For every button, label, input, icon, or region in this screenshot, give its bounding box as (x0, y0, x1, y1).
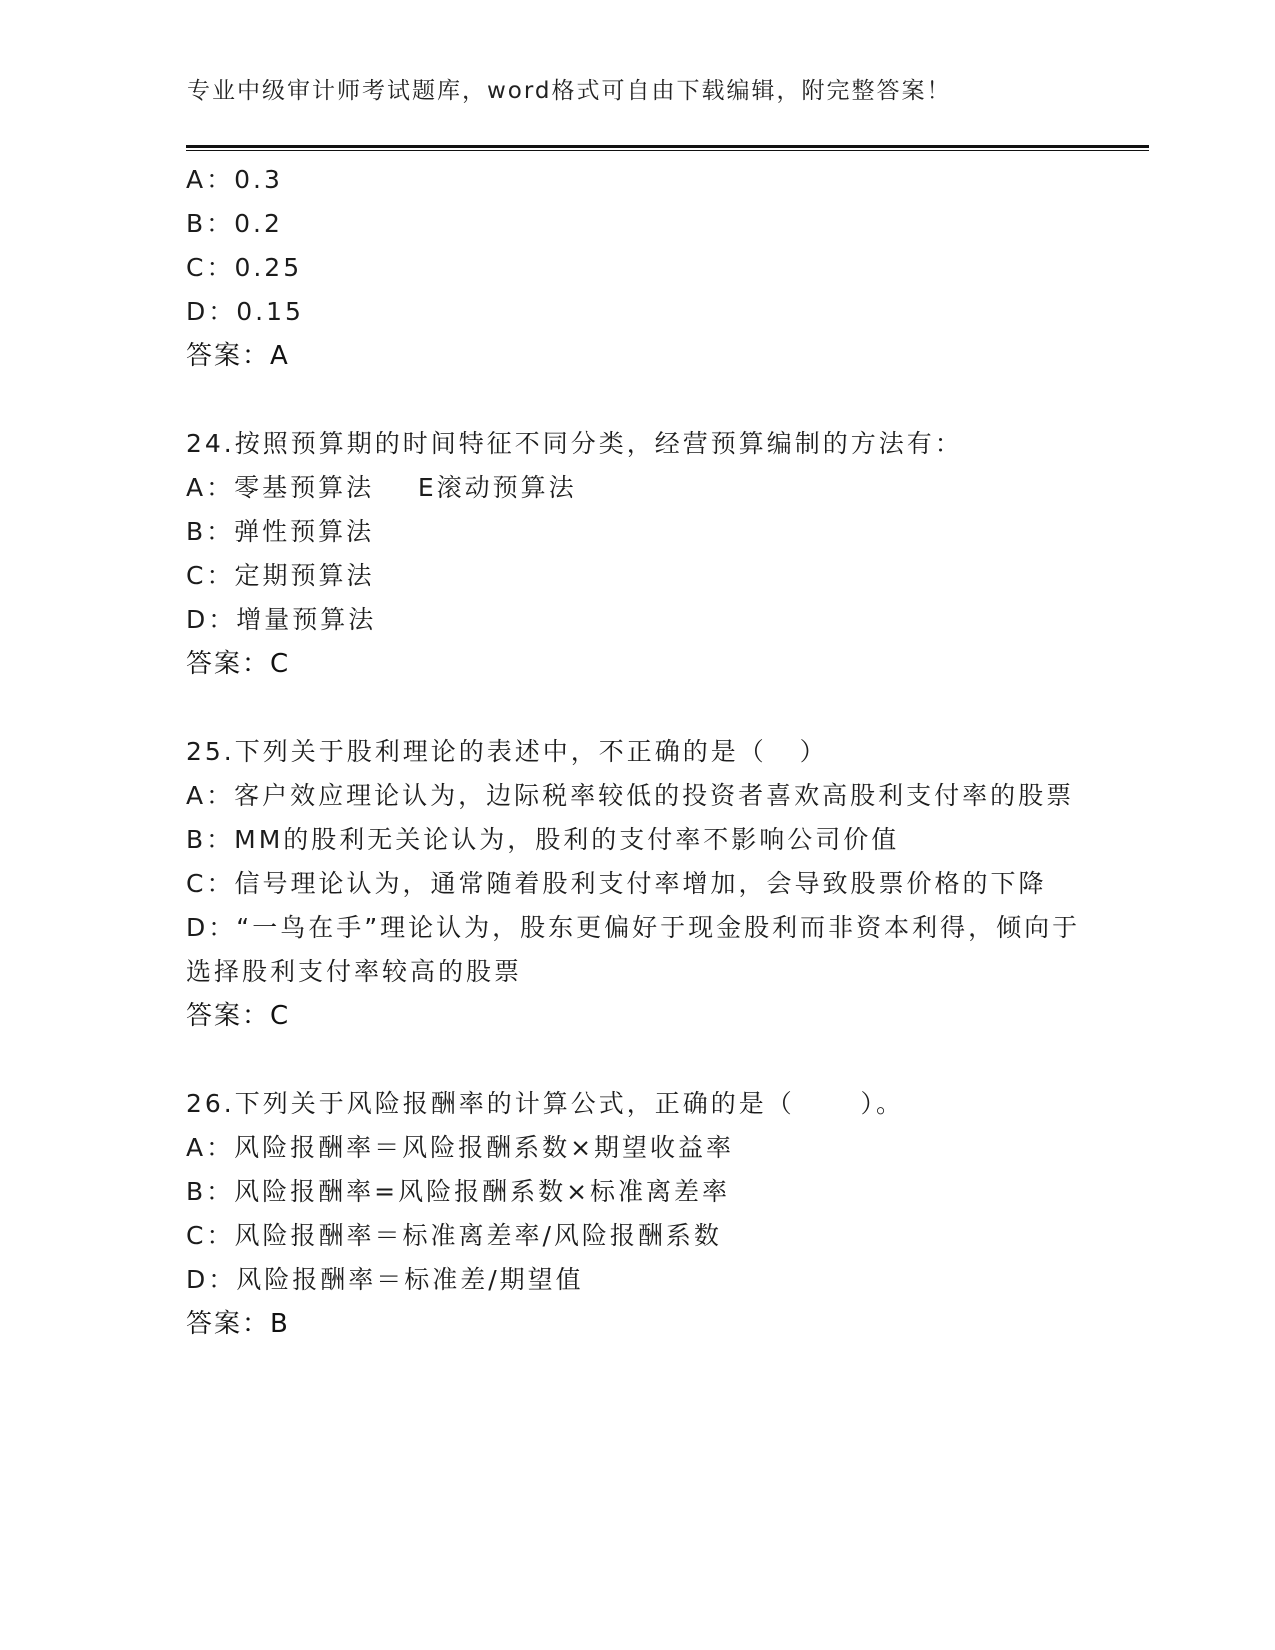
answer: 答案：C (186, 649, 291, 679)
question-content (186, 158, 1086, 1346)
option-c: C：风险报酬率＝标准离差率/风险报酬系数 (186, 1221, 722, 1250)
option-a: A：风险报酬率＝风险报酬系数×期望收益率 (186, 1133, 735, 1162)
spacer (186, 1038, 1086, 1082)
option-c: C：0.25 (186, 253, 303, 282)
spacer (186, 686, 1086, 730)
option-a: A：0.3 (186, 165, 283, 194)
header-rule-thick (186, 145, 1149, 148)
option-d: D：风险报酬率＝标准差/期望值 (186, 1265, 584, 1294)
answer: 答案：B (186, 1309, 290, 1339)
question-stem: 26.下列关于风险报酬率的计算公式，正确的是（ ）。 (186, 1089, 904, 1118)
option-d: D：“一鸟在手”理论认为，股东更偏好于现金股利而非资本利得，倾向于选择股利支付率较高的股票 (186, 913, 1081, 986)
option-a: A：零基预算法 E滚动预算法 (186, 473, 577, 502)
question-stem: 25.下列关于股利理论的表述中，不正确的是（ ） (186, 737, 828, 766)
answer: 答案：C (186, 1001, 291, 1031)
option-a: A：客户效应理论认为，边际税率较低的投资者喜欢高股利支付率的股票 (186, 781, 1075, 810)
question-25 (186, 730, 1086, 1038)
option-b: B：MM的股利无关论认为，股利的支付率不影响公司价值 (186, 825, 900, 854)
option-b: B：风险报酬率=风险报酬系数×标准离差率 (186, 1177, 731, 1206)
header-rule-thin (186, 150, 1149, 151)
option-c: C：信号理论认为，通常随着股利支付率增加，会导致股票价格的下降 (186, 869, 1047, 898)
option-d: D：增量预算法 (186, 605, 377, 634)
page-header: 专业中级审计师考试题库，word格式可自由下载编辑，附完整答案！ (187, 78, 952, 104)
question-stem: 24.按照预算期的时间特征不同分类，经营预算编制的方法有： (186, 429, 963, 458)
question-26 (186, 1082, 1086, 1346)
option-b: B：0.2 (186, 209, 283, 238)
spacer (186, 378, 1086, 422)
option-b: B：弹性预算法 (186, 517, 375, 546)
option-c: C：定期预算法 (186, 561, 375, 590)
answer: 答案：A (186, 341, 290, 371)
question-23 (186, 158, 1086, 378)
question-24 (186, 422, 1086, 686)
option-d: D：0.15 (186, 297, 304, 326)
